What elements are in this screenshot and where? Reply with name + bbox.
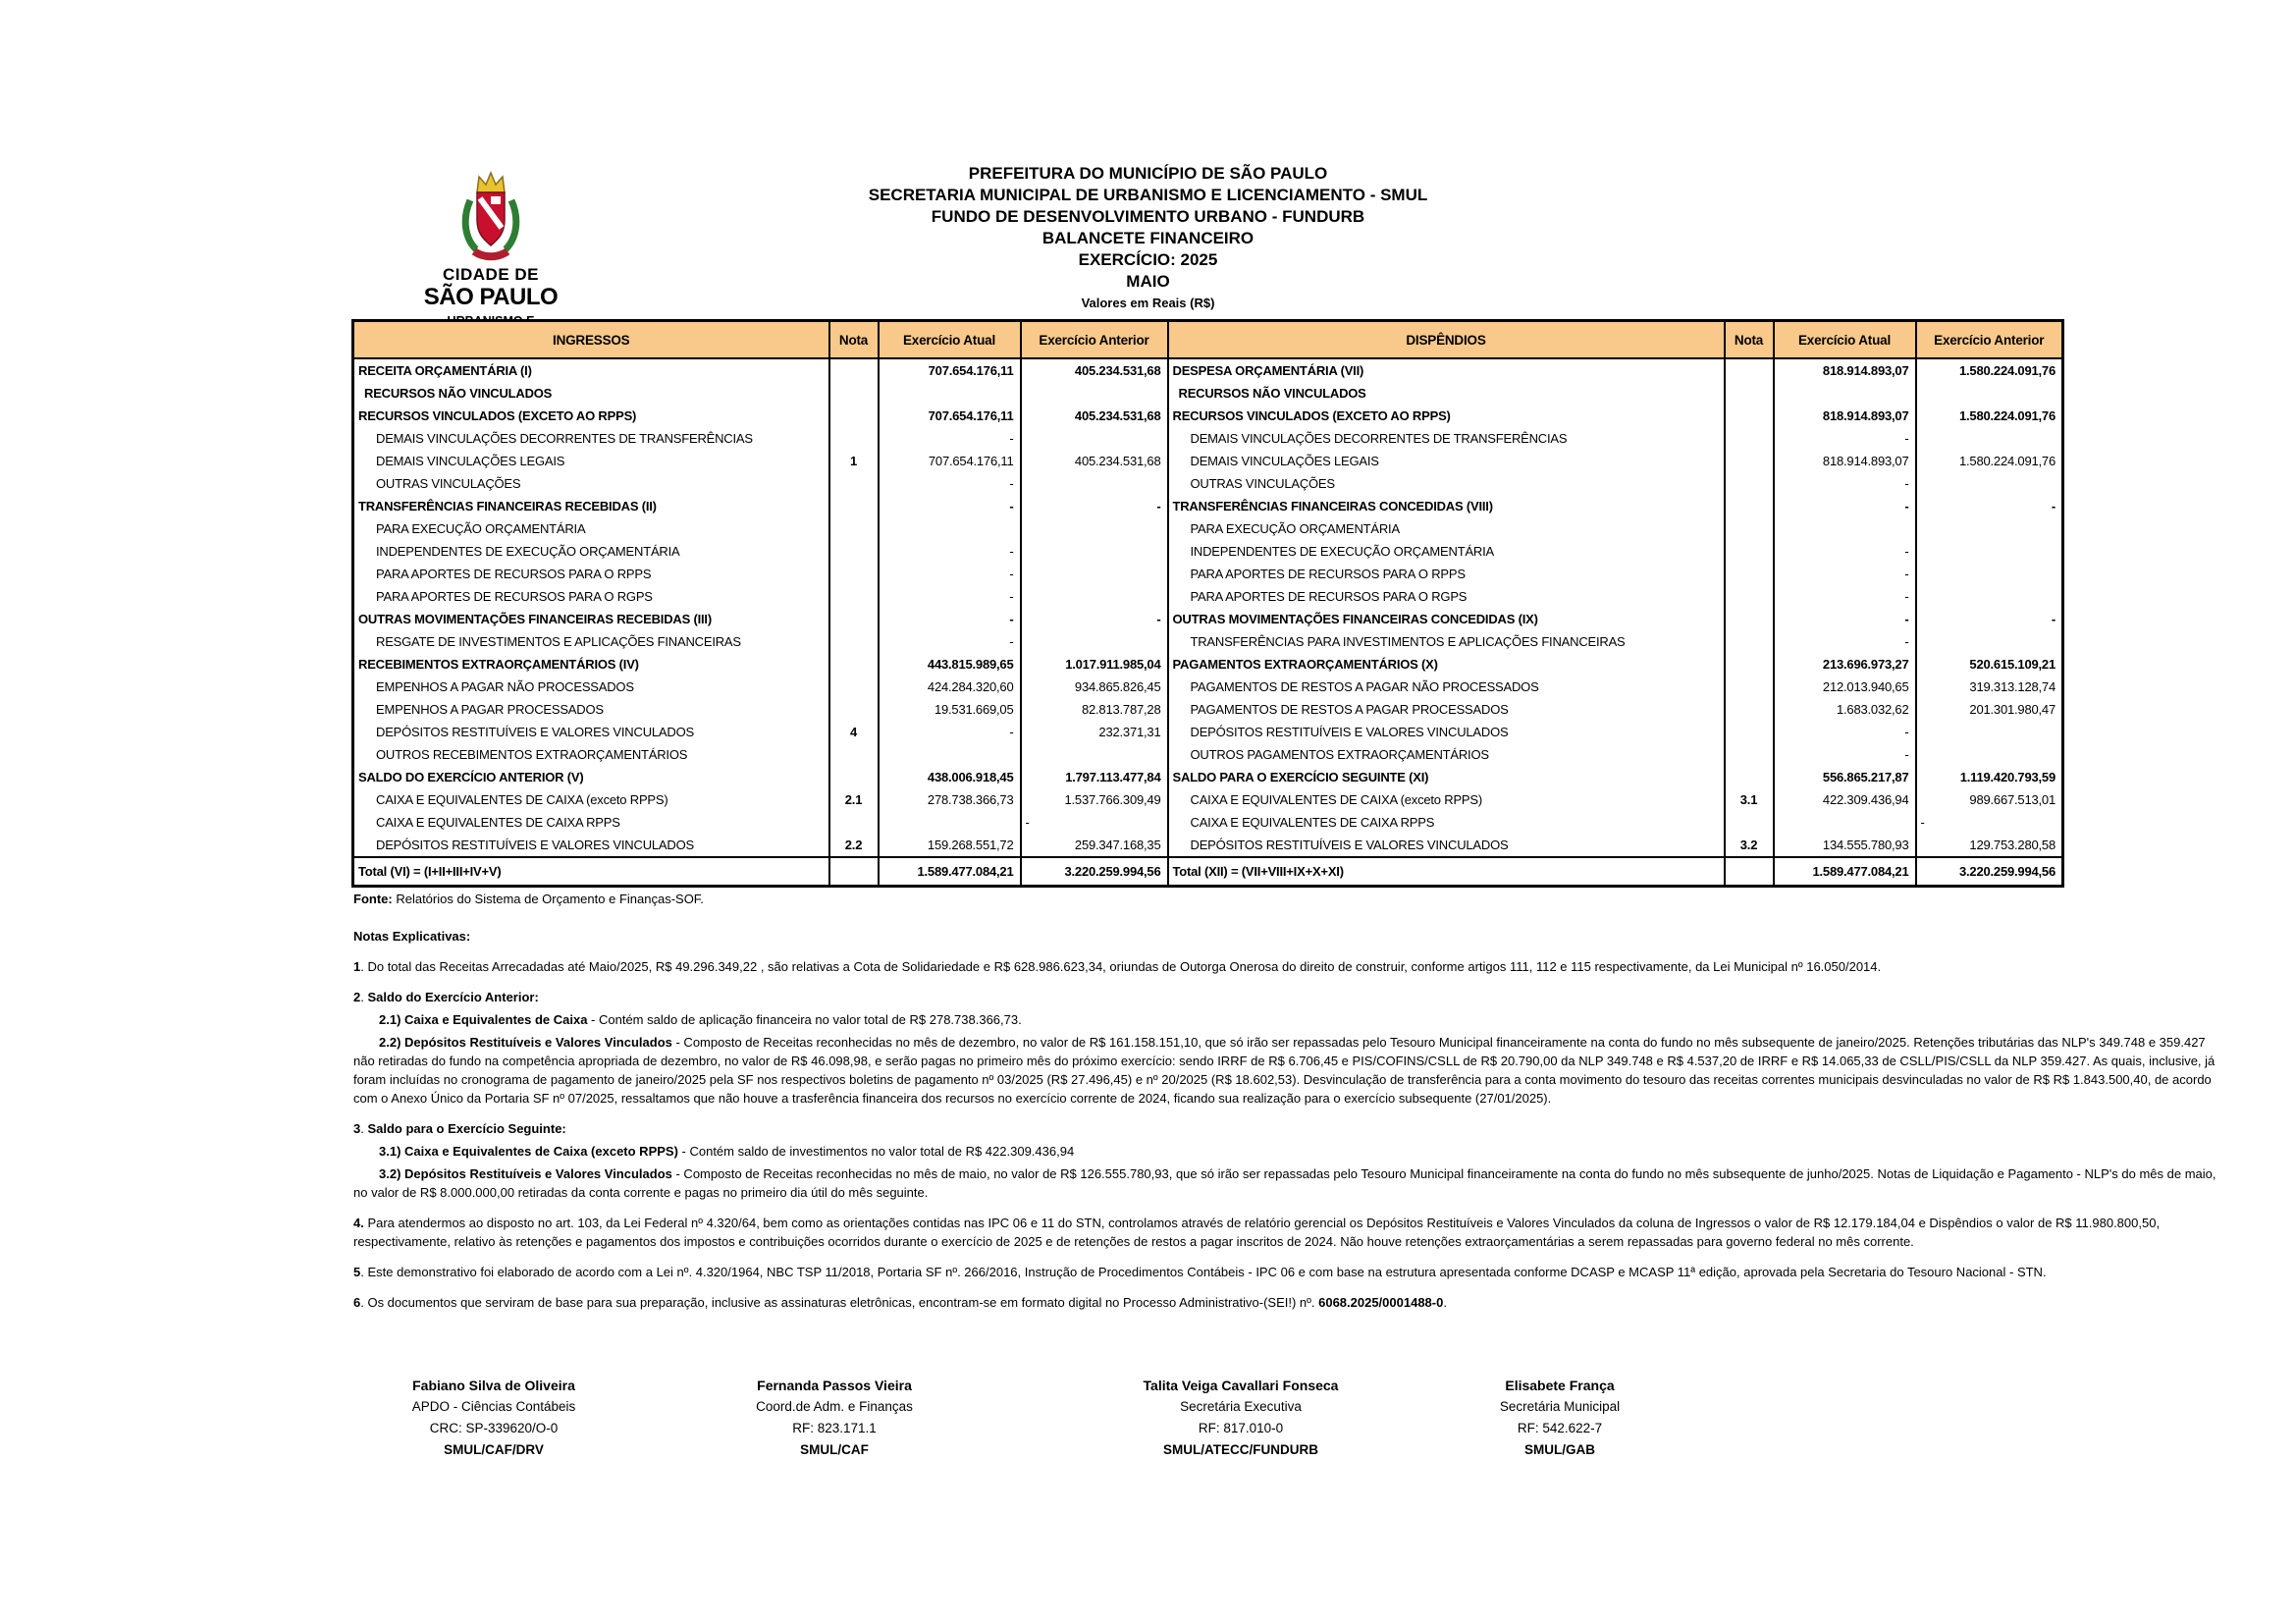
signature-name: Talita Veiga Cavallari Fonseca (1143, 1378, 1339, 1393)
signature-role: Coord.de Adm. e Finanças (756, 1399, 913, 1414)
table-row (353, 517, 2063, 540)
amount-exercicio-atual: - (1774, 427, 1916, 450)
row-label: PAGAMENTOS DE RESTOS A PAGAR PROCESSADOS (1168, 698, 1725, 721)
amount-exercicio-anterior (1916, 630, 2063, 653)
amount-exercicio-atual: 213.696.973,27 (1774, 653, 1916, 676)
amount-exercicio-anterior: 3.220.259.994,56 (1021, 857, 1168, 887)
table-row (353, 676, 2063, 698)
note-ref (1725, 653, 1774, 676)
row-label: DEMAIS VINCULAÇÕES LEGAIS (353, 450, 829, 472)
note-ref (1725, 698, 1774, 721)
table-row (353, 405, 2063, 427)
row-label: CAIXA E EQUIVALENTES DE CAIXA (exceto RPPS) (353, 788, 829, 811)
bold-text-segment: 6068.2025/0001488-0 (1318, 1295, 1444, 1310)
amount-exercicio-atual: - (1774, 585, 1916, 608)
amount-exercicio-atual: - (1774, 608, 1916, 630)
bold-text-segment: Fonte: (353, 892, 393, 906)
table-row (353, 563, 2063, 585)
amount-exercicio-atual: 707.654.176,11 (879, 450, 1021, 472)
table-row (353, 382, 2063, 405)
note-ref (1725, 540, 1774, 563)
row-label: OUTRAS VINCULAÇÕES (1168, 472, 1725, 495)
signature-role: Secretária Municipal (1499, 1399, 1621, 1414)
bold-text-segment: 5 (353, 1265, 361, 1279)
table-row (353, 495, 2063, 517)
amount-exercicio-anterior (1021, 427, 1168, 450)
row-label: CAIXA E EQUIVALENTES DE CAIXA RPPS (1168, 811, 1725, 834)
explanatory-note (353, 1010, 2223, 1029)
amount-exercicio-anterior: 82.813.787,28 (1021, 698, 1168, 721)
row-label: PAGAMENTOS EXTRAORÇAMENTÁRIOS (X) (1168, 653, 1725, 676)
row-label: DEPÓSITOS RESTITUÍVEIS E VALORES VINCULADOS (1168, 721, 1725, 743)
note-ref (829, 743, 879, 766)
table-row (353, 653, 2063, 676)
bold-text-segment: 3.1) Caixa e Equivalentes de Caixa (exceto RPPS) (379, 1144, 678, 1159)
text-segment: - Composto de Receitas reconhecidas no mês de dezembro, no valor de R$ 161.158.151,10, que só irão ser repassadas pelo Tesouro Municipal financeiramente na conta do fundo no mês subsequente de janeiro/2025. Retenções tributárias das NLP's 349.748 e 359.427 não retiradas do fundo na competência apropriada de dezembro, no valor de R$ 46.098,98, e serão pagas no primeiro mês do próximo exercício: sendo IRRF de R$ 6.706,45 e PIS/COFINS/CSLL de R$ 20.790,00 da NLP 349.748 e R$ 4.537,20 de IRRF e R$ 14.065,33 de CSLL/PIS/CSLL da NLP 359.427. As quais, inclusive, já foram incluídas no cronograma de pagamento de janeiro/2025 pela SF nos respectivos boletins de pagamento nº 03/2025 (R$ 27.496,45) e nº 20/2025 (R$ 18.602,53). Desvinculação de transferência para a conta movimento do tesouro das receitas correntes municipais desvinculadas no valor de R$ R$ 1.843.500,40, de acordo com o Anexo Único da Portaria SF nº 07/2025, ressaltamos que não houve a trasferência financeira dos recursos no exercício corrente de 2024, ficando sua realização para o exercício subsequente (27/01/2025). (353, 1035, 2216, 1106)
row-label: CAIXA E EQUIVALENTES DE CAIXA (exceto RPPS) (1168, 788, 1725, 811)
row-label: OUTROS RECEBIMENTOS EXTRAORÇAMENTÁRIOS (353, 743, 829, 766)
amount-exercicio-anterior (1916, 382, 2063, 405)
balance-table (351, 319, 2064, 888)
note-ref: 1 (829, 450, 879, 472)
signature-block (677, 1375, 991, 1461)
note-ref (829, 517, 879, 540)
signature-registration: RF: 542.622-7 (1517, 1421, 1603, 1435)
bold-text-segment: 1 (353, 959, 361, 974)
amount-exercicio-atual (879, 382, 1021, 405)
title-line: SECRETARIA MUNICIPAL DE URBANISMO E LICENCIAMENTO - SMUL (868, 186, 1428, 204)
amount-exercicio-anterior: 405.234.531,68 (1021, 450, 1168, 472)
row-label: TRANSFERÊNCIAS PARA INVESTIMENTOS E APLICAÇÕES FINANCEIRAS (1168, 630, 1725, 653)
signature-name: Fabiano Silva de Oliveira (412, 1378, 575, 1393)
row-label: Total (XII) = (VII+VIII+IX+X+XI) (1168, 857, 1725, 887)
note-ref: 3.1 (1725, 788, 1774, 811)
amount-exercicio-anterior: 1.580.224.091,76 (1916, 405, 2063, 427)
amount-exercicio-anterior: 1.017.911.985,04 (1021, 653, 1168, 676)
amount-exercicio-atual (1774, 517, 1916, 540)
amount-exercicio-atual: - (879, 608, 1021, 630)
row-label: OUTRAS MOVIMENTAÇÕES FINANCEIRAS CONCEDIDAS (IX) (1168, 608, 1725, 630)
note-ref (829, 358, 879, 382)
bold-text-segment: Saldo do Exercício Anterior: (367, 990, 539, 1004)
row-label: DEMAIS VINCULAÇÕES DECORRENTES DE TRANSFERÊNCIAS (1168, 427, 1725, 450)
bold-text-segment: 4. (353, 1216, 364, 1230)
note-ref (829, 405, 879, 427)
amount-exercicio-anterior: 1.119.420.793,59 (1916, 766, 2063, 788)
amount-exercicio-anterior (1916, 743, 2063, 766)
row-label: DEMAIS VINCULAÇÕES DECORRENTES DE TRANSFERÊNCIAS (353, 427, 829, 450)
note-ref (1725, 563, 1774, 585)
table-header-row (353, 321, 2063, 359)
amount-exercicio-atual: 707.654.176,11 (879, 358, 1021, 382)
text-segment: . (1443, 1295, 1447, 1310)
title-line: FUNDO DE DESENVOLVIMENTO URBANO - FUNDURB (931, 207, 1365, 226)
signature-registration: RF: 823.171.1 (792, 1421, 877, 1435)
amount-exercicio-anterior (1916, 427, 2063, 450)
bold-text-segment: Saldo para o Exercício Seguinte: (367, 1121, 566, 1136)
amount-exercicio-anterior (1916, 540, 2063, 563)
amount-exercicio-atual (1774, 811, 1916, 834)
bold-text-segment: 6 (353, 1295, 361, 1310)
row-label: PAGAMENTOS DE RESTOS A PAGAR NÃO PROCESSADOS (1168, 676, 1725, 698)
row-label: CAIXA E EQUIVALENTES DE CAIXA RPPS (353, 811, 829, 834)
note-ref (1725, 472, 1774, 495)
logo-text-cidade-de: CIDADE DE (442, 265, 539, 284)
note-ref (829, 766, 879, 788)
text-segment: . Este demonstrativo foi elaborado de acordo com a Lei nº. 4.320/1964, NBC TSP 11/2018, Portaria SF nº. 266/2016, Instrução de Procedimentos Contábeis - IPC 06 e com base na estrutura apresentada conforme DCASP e MCASP 11ª edição, aprovada pela Secretaria do Tesouro Nacional - STN. (360, 1265, 2047, 1279)
note-ref (1725, 721, 1774, 743)
amount-exercicio-atual: - (1774, 630, 1916, 653)
amount-exercicio-atual: - (1774, 721, 1916, 743)
table-row (353, 608, 2063, 630)
signature-department: SMUL/ATECC/FUNDURB (1163, 1442, 1318, 1457)
amount-exercicio-anterior: 3.220.259.994,56 (1916, 857, 2063, 887)
signature-department: SMUL/GAB (1524, 1442, 1595, 1457)
amount-exercicio-atual: 422.309.436,94 (1774, 788, 1916, 811)
amount-exercicio-anterior: 1.797.113.477,84 (1021, 766, 1168, 788)
amount-exercicio-atual: 19.531.669,05 (879, 698, 1021, 721)
table-row (353, 540, 2063, 563)
note-ref (829, 857, 879, 887)
signature-registration: CRC: SP-339620/O-0 (429, 1421, 559, 1435)
signature-block (1403, 1375, 1717, 1461)
amount-exercicio-anterior: 201.301.980,47 (1916, 698, 2063, 721)
note-ref (1725, 811, 1774, 834)
amount-exercicio-atual (879, 811, 1021, 834)
amount-exercicio-atual: 818.914.893,07 (1774, 450, 1916, 472)
row-label: DEMAIS VINCULAÇÕES LEGAIS (1168, 450, 1725, 472)
currency-note: Valores em Reais (R$) (1081, 296, 1215, 310)
amount-exercicio-anterior: 934.865.826,45 (1021, 676, 1168, 698)
amount-exercicio-atual: 1.589.477.084,21 (1774, 857, 1916, 887)
note-ref: 4 (829, 721, 879, 743)
amount-exercicio-atual: - (1774, 495, 1916, 517)
signature-name: Elisabete França (1505, 1378, 1615, 1393)
row-label: PARA APORTES DE RECURSOS PARA O RPPS (1168, 563, 1725, 585)
note-ref (1725, 382, 1774, 405)
table-row (353, 358, 2063, 382)
bold-text-segment: 2.2) Depósitos Restituíveis e Valores Vinculados (379, 1035, 672, 1050)
note-ref (1725, 766, 1774, 788)
note-ref (1725, 608, 1774, 630)
signature-block (1084, 1375, 1398, 1461)
note-ref (829, 382, 879, 405)
column-header: Nota (1725, 321, 1774, 359)
amount-exercicio-anterior (1021, 517, 1168, 540)
title-line: BALANCETE FINANCEIRO (1041, 229, 1255, 247)
note-ref (1725, 857, 1774, 887)
row-label: PARA APORTES DE RECURSOS PARA O RGPS (1168, 585, 1725, 608)
row-label: PARA APORTES DE RECURSOS PARA O RGPS (353, 585, 829, 608)
row-label: RECEBIMENTOS EXTRAORÇAMENTÁRIOS (IV) (353, 653, 829, 676)
row-label: TRANSFERÊNCIAS FINANCEIRAS CONCEDIDAS (VIII) (1168, 495, 1725, 517)
amount-exercicio-anterior: 319.313.128,74 (1916, 676, 2063, 698)
note-ref (829, 540, 879, 563)
note-ref (829, 427, 879, 450)
source-line (353, 892, 704, 906)
column-header: Exercício Atual (879, 321, 1021, 359)
amount-exercicio-atual: - (1774, 540, 1916, 563)
amount-exercicio-atual: - (879, 495, 1021, 517)
text-segment: Para atendermos ao disposto no art. 103, da Lei Federal nº 4.320/64, bem como as orientações contidas nas IPC 06 e 11 do STN, controlamos através de relatório gerencial os Depósitos Restituíveis e Valores Vinculados da coluna de Ingressos o valor de R$ 12.179.184,04 e Dispêndios o valor de R$ 11.980.800,50, respectivamente, relativo às retenções e pagamentos dos impostos e contribuições ocorridos durante o exercício de 2025 e de retenções de restos a pagar inscritos de 2024. Não houve retenções extraorçamentárias a serem repassadas para governo federal no mês corrente. (353, 1216, 2161, 1249)
bold-text-segment: 3 (353, 1121, 361, 1136)
row-label: PARA EXECUÇÃO ORÇAMENTÁRIA (353, 517, 829, 540)
bold-text-segment: 2.1) Caixa e Equivalentes de Caixa (379, 1012, 588, 1027)
signature-role: APDO - Ciências Contábeis (411, 1399, 576, 1414)
table-row (353, 743, 2063, 766)
amount-exercicio-anterior (1916, 517, 2063, 540)
table-total-row (353, 857, 2063, 887)
table-row (353, 698, 2063, 721)
note-ref (1725, 517, 1774, 540)
signature-department: SMUL/CAF/DRV (444, 1442, 544, 1457)
signature-block (337, 1375, 651, 1461)
note-ref (829, 472, 879, 495)
row-label: TRANSFERÊNCIAS FINANCEIRAS RECEBIDAS (II) (353, 495, 829, 517)
text-segment: . (360, 990, 368, 1004)
text-segment: . Do total das Receitas Arrecadadas até Maio/2025, R$ 49.296.349,22 , são relativas a Cota de Solidariedade e R$ 628.986.623,34, oriundas de Outorga Onerosa do direito de construir, conforme artigos 111, 112 e 115 respectivamente, da Lei Municipal nº 16.050/2014. (360, 959, 1882, 974)
row-label: RECURSOS NÃO VINCULADOS (1168, 382, 1725, 405)
amount-exercicio-atual: 134.555.780,93 (1774, 834, 1916, 857)
amount-exercicio-atual: - (879, 721, 1021, 743)
table-row (353, 721, 2063, 743)
amount-exercicio-anterior: - (1916, 608, 2063, 630)
amount-exercicio-atual: 212.013.940,65 (1774, 676, 1916, 698)
amount-exercicio-atual: - (879, 585, 1021, 608)
amount-exercicio-anterior: 520.615.109,21 (1916, 653, 2063, 676)
text-segment: . Os documentos que serviram de base para sua preparação, inclusive as assinaturas eletrônicas, encontram-se em formato digital no Processo Administrativo-(SEI!) nº. (360, 1295, 1319, 1310)
explanatory-note (353, 1033, 2223, 1108)
table-row (353, 585, 2063, 608)
note-ref: 2.1 (829, 788, 879, 811)
note-ref (829, 495, 879, 517)
amount-exercicio-anterior (1021, 585, 1168, 608)
amount-exercicio-anterior: 989.667.513,01 (1916, 788, 2063, 811)
amount-exercicio-anterior (1021, 540, 1168, 563)
document-titles (0, 163, 2296, 310)
note-ref (829, 585, 879, 608)
row-label: DEPÓSITOS RESTITUÍVEIS E VALORES VINCULADOS (1168, 834, 1725, 857)
text-segment: . (360, 1121, 368, 1136)
row-label: OUTRAS VINCULAÇÕES (353, 472, 829, 495)
note-ref (829, 563, 879, 585)
amount-exercicio-atual: 818.914.893,07 (1774, 405, 1916, 427)
row-label: RESGATE DE INVESTIMENTOS E APLICAÇÕES FINANCEIRAS (353, 630, 829, 653)
amount-exercicio-anterior (1021, 382, 1168, 405)
amount-exercicio-atual (879, 743, 1021, 766)
column-header: Nota (829, 321, 879, 359)
explanatory-note (353, 1142, 2223, 1161)
row-label: PARA EXECUÇÃO ORÇAMENTÁRIA (1168, 517, 1725, 540)
explanatory-note (353, 1293, 2223, 1312)
note-ref (829, 630, 879, 653)
amount-exercicio-anterior: - (1021, 495, 1168, 517)
table-row (353, 834, 2063, 857)
row-label: PARA APORTES DE RECURSOS PARA O RPPS (353, 563, 829, 585)
table-row (353, 450, 2063, 472)
note-ref (1725, 585, 1774, 608)
amount-exercicio-anterior (1916, 585, 2063, 608)
amount-exercicio-atual: 556.865.217,87 (1774, 766, 1916, 788)
amount-exercicio-anterior: 1.537.766.309,49 (1021, 788, 1168, 811)
note-ref (829, 653, 879, 676)
amount-exercicio-atual: 424.284.320,60 (879, 676, 1021, 698)
title-line: EXERCÍCIO: 2025 (1078, 250, 1218, 269)
amount-exercicio-anterior (1021, 630, 1168, 653)
signature-role: Secretária Executiva (1180, 1399, 1302, 1414)
note-ref (829, 608, 879, 630)
amount-exercicio-atual: 159.268.551,72 (879, 834, 1021, 857)
row-label: INDEPENDENTES DE EXECUÇÃO ORÇAMENTÁRIA (1168, 540, 1725, 563)
table-row (353, 427, 2063, 450)
balance-table-wrap (351, 319, 2061, 888)
row-label: EMPENHOS A PAGAR PROCESSADOS (353, 698, 829, 721)
amount-exercicio-atual: 818.914.893,07 (1774, 358, 1916, 382)
row-label: DEPÓSITOS RESTITUÍVEIS E VALORES VINCULADOS (353, 834, 829, 857)
explanatory-note (353, 988, 2223, 1006)
note-ref (1725, 450, 1774, 472)
amount-exercicio-atual: 1.683.032,62 (1774, 698, 1916, 721)
text-segment: Relatórios do Sistema de Orçamento e Finanças-SOF. (392, 892, 704, 906)
amount-exercicio-atual: - (879, 427, 1021, 450)
table-row (353, 766, 2063, 788)
amount-exercicio-anterior: 259.347.168,35 (1021, 834, 1168, 857)
amount-exercicio-atual: - (879, 630, 1021, 653)
amount-exercicio-atual: 443.815.989,65 (879, 653, 1021, 676)
row-label: RECURSOS VINCULADOS (EXCETO AO RPPS) (353, 405, 829, 427)
row-label: OUTRAS MOVIMENTAÇÕES FINANCEIRAS RECEBIDAS (III) (353, 608, 829, 630)
row-label: DEPÓSITOS RESTITUÍVEIS E VALORES VINCULADOS (353, 721, 829, 743)
row-label: RECURSOS VINCULADOS (EXCETO AO RPPS) (1168, 405, 1725, 427)
row-label: EMPENHOS A PAGAR NÃO PROCESSADOS (353, 676, 829, 698)
column-header: Exercício Atual (1774, 321, 1916, 359)
explanatory-note (353, 1164, 2223, 1202)
table-body (353, 358, 2063, 887)
note-ref (1725, 427, 1774, 450)
column-header: Exercício Anterior (1916, 321, 2063, 359)
column-header: Exercício Anterior (1021, 321, 1168, 359)
amount-exercicio-anterior (1021, 563, 1168, 585)
amount-exercicio-atual (1774, 382, 1916, 405)
column-header: INGRESSOS (353, 321, 829, 359)
amount-exercicio-atual: 278.738.366,73 (879, 788, 1021, 811)
signature-registration: RF: 817.010-0 (1198, 1421, 1284, 1435)
note-ref: 2.2 (829, 834, 879, 857)
row-label: INDEPENDENTES DE EXECUÇÃO ORÇAMENTÁRIA (353, 540, 829, 563)
signatures (0, 1375, 2296, 1492)
note-ref (1725, 405, 1774, 427)
note-ref (1725, 630, 1774, 653)
note-ref (1725, 495, 1774, 517)
amount-exercicio-anterior: - (1021, 608, 1168, 630)
amount-exercicio-anterior: 1.580.224.091,76 (1916, 358, 2063, 382)
note-ref (1725, 676, 1774, 698)
note-ref (1725, 358, 1774, 382)
amount-exercicio-anterior: 405.234.531,68 (1021, 358, 1168, 382)
text-segment: - Contém saldo de aplicação financeira no valor total de R$ 278.738.366,73. (587, 1012, 1022, 1027)
amount-exercicio-anterior: 405.234.531,68 (1021, 405, 1168, 427)
amount-exercicio-anterior: - (1916, 811, 2063, 834)
amount-exercicio-anterior (1916, 563, 2063, 585)
explanatory-note (353, 1263, 2223, 1281)
amount-exercicio-atual: - (1774, 563, 1916, 585)
text-segment: - Composto de Receitas reconhecidas no mês de maio, no valor de R$ 126.555.780,93, que só irão ser repassadas pelo Tesouro Municipal financeiramente na conta do fundo no mês subsequente de junho/2025. Notas de Liquidação e Pagamento - NLP's do mês de maio, no valor de R$ 8.000.000,00 retiradas da conta corrente e pagas no primeiro dia útil do mês seguinte. (353, 1166, 2216, 1200)
amount-exercicio-anterior: 129.753.280,58 (1916, 834, 2063, 857)
bold-text-segment: 2 (353, 990, 361, 1004)
row-label: SALDO DO EXERCÍCIO ANTERIOR (V) (353, 766, 829, 788)
amount-exercicio-atual: 707.654.176,11 (879, 405, 1021, 427)
row-label: SALDO PARA O EXERCÍCIO SEGUINTE (XI) (1168, 766, 1725, 788)
bold-text-segment: 3.2) Depósitos Restituíveis e Valores Vinculados (379, 1166, 672, 1181)
row-label: OUTROS PAGAMENTOS EXTRAORÇAMENTÁRIOS (1168, 743, 1725, 766)
note-ref (829, 676, 879, 698)
amount-exercicio-atual: - (1774, 472, 1916, 495)
column-header: DISPÊNDIOS (1168, 321, 1725, 359)
note-ref (829, 698, 879, 721)
explanatory-note (353, 1214, 2223, 1251)
note-ref: 3.2 (1725, 834, 1774, 857)
table-row (353, 472, 2063, 495)
amount-exercicio-anterior (1021, 472, 1168, 495)
signature-department: SMUL/CAF (800, 1442, 869, 1457)
amount-exercicio-atual: - (879, 472, 1021, 495)
explanatory-note (353, 1119, 2223, 1138)
bold-text-segment: Notas Explicativas: (353, 929, 471, 944)
text-segment: - Contém saldo de investimentos no valor total de R$ 422.309.436,94 (677, 1144, 1075, 1159)
table-row (353, 630, 2063, 653)
note-ref (829, 811, 879, 834)
table-row (353, 811, 2063, 834)
row-label: RECEITA ORÇAMENTÁRIA (I) (353, 358, 829, 382)
note-ref (1725, 743, 1774, 766)
amount-exercicio-atual: 1.589.477.084,21 (879, 857, 1021, 887)
row-label: RECURSOS NÃO VINCULADOS (353, 382, 829, 405)
amount-exercicio-anterior: 1.580.224.091,76 (1916, 450, 2063, 472)
row-label: Total (VI) = (I+II+III+IV+V) (353, 857, 829, 887)
amount-exercicio-anterior (1916, 721, 2063, 743)
explanatory-note (353, 927, 2223, 946)
amount-exercicio-atual: - (1774, 743, 1916, 766)
explanatory-note (353, 957, 2223, 976)
amount-exercicio-atual: 438.006.918,45 (879, 766, 1021, 788)
notes-section (353, 927, 2223, 1312)
amount-exercicio-anterior: - (1021, 811, 1168, 834)
signature-name: Fernanda Passos Vieira (757, 1378, 912, 1393)
amount-exercicio-anterior (1916, 472, 2063, 495)
amount-exercicio-anterior (1021, 743, 1168, 766)
amount-exercicio-anterior: 232.371,31 (1021, 721, 1168, 743)
amount-exercicio-atual: - (879, 540, 1021, 563)
amount-exercicio-atual: - (879, 563, 1021, 585)
amount-exercicio-atual (879, 517, 1021, 540)
title-line: PREFEITURA DO MUNICÍPIO DE SÃO PAULO (968, 164, 1328, 183)
amount-exercicio-anterior: - (1916, 495, 2063, 517)
table-row (353, 788, 2063, 811)
row-label: DESPESA ORÇAMENTÁRIA (VII) (1168, 358, 1725, 382)
logo-text-sao-paulo: SÃO PAULO (423, 284, 559, 310)
title-line: MAIO (1126, 272, 1170, 291)
